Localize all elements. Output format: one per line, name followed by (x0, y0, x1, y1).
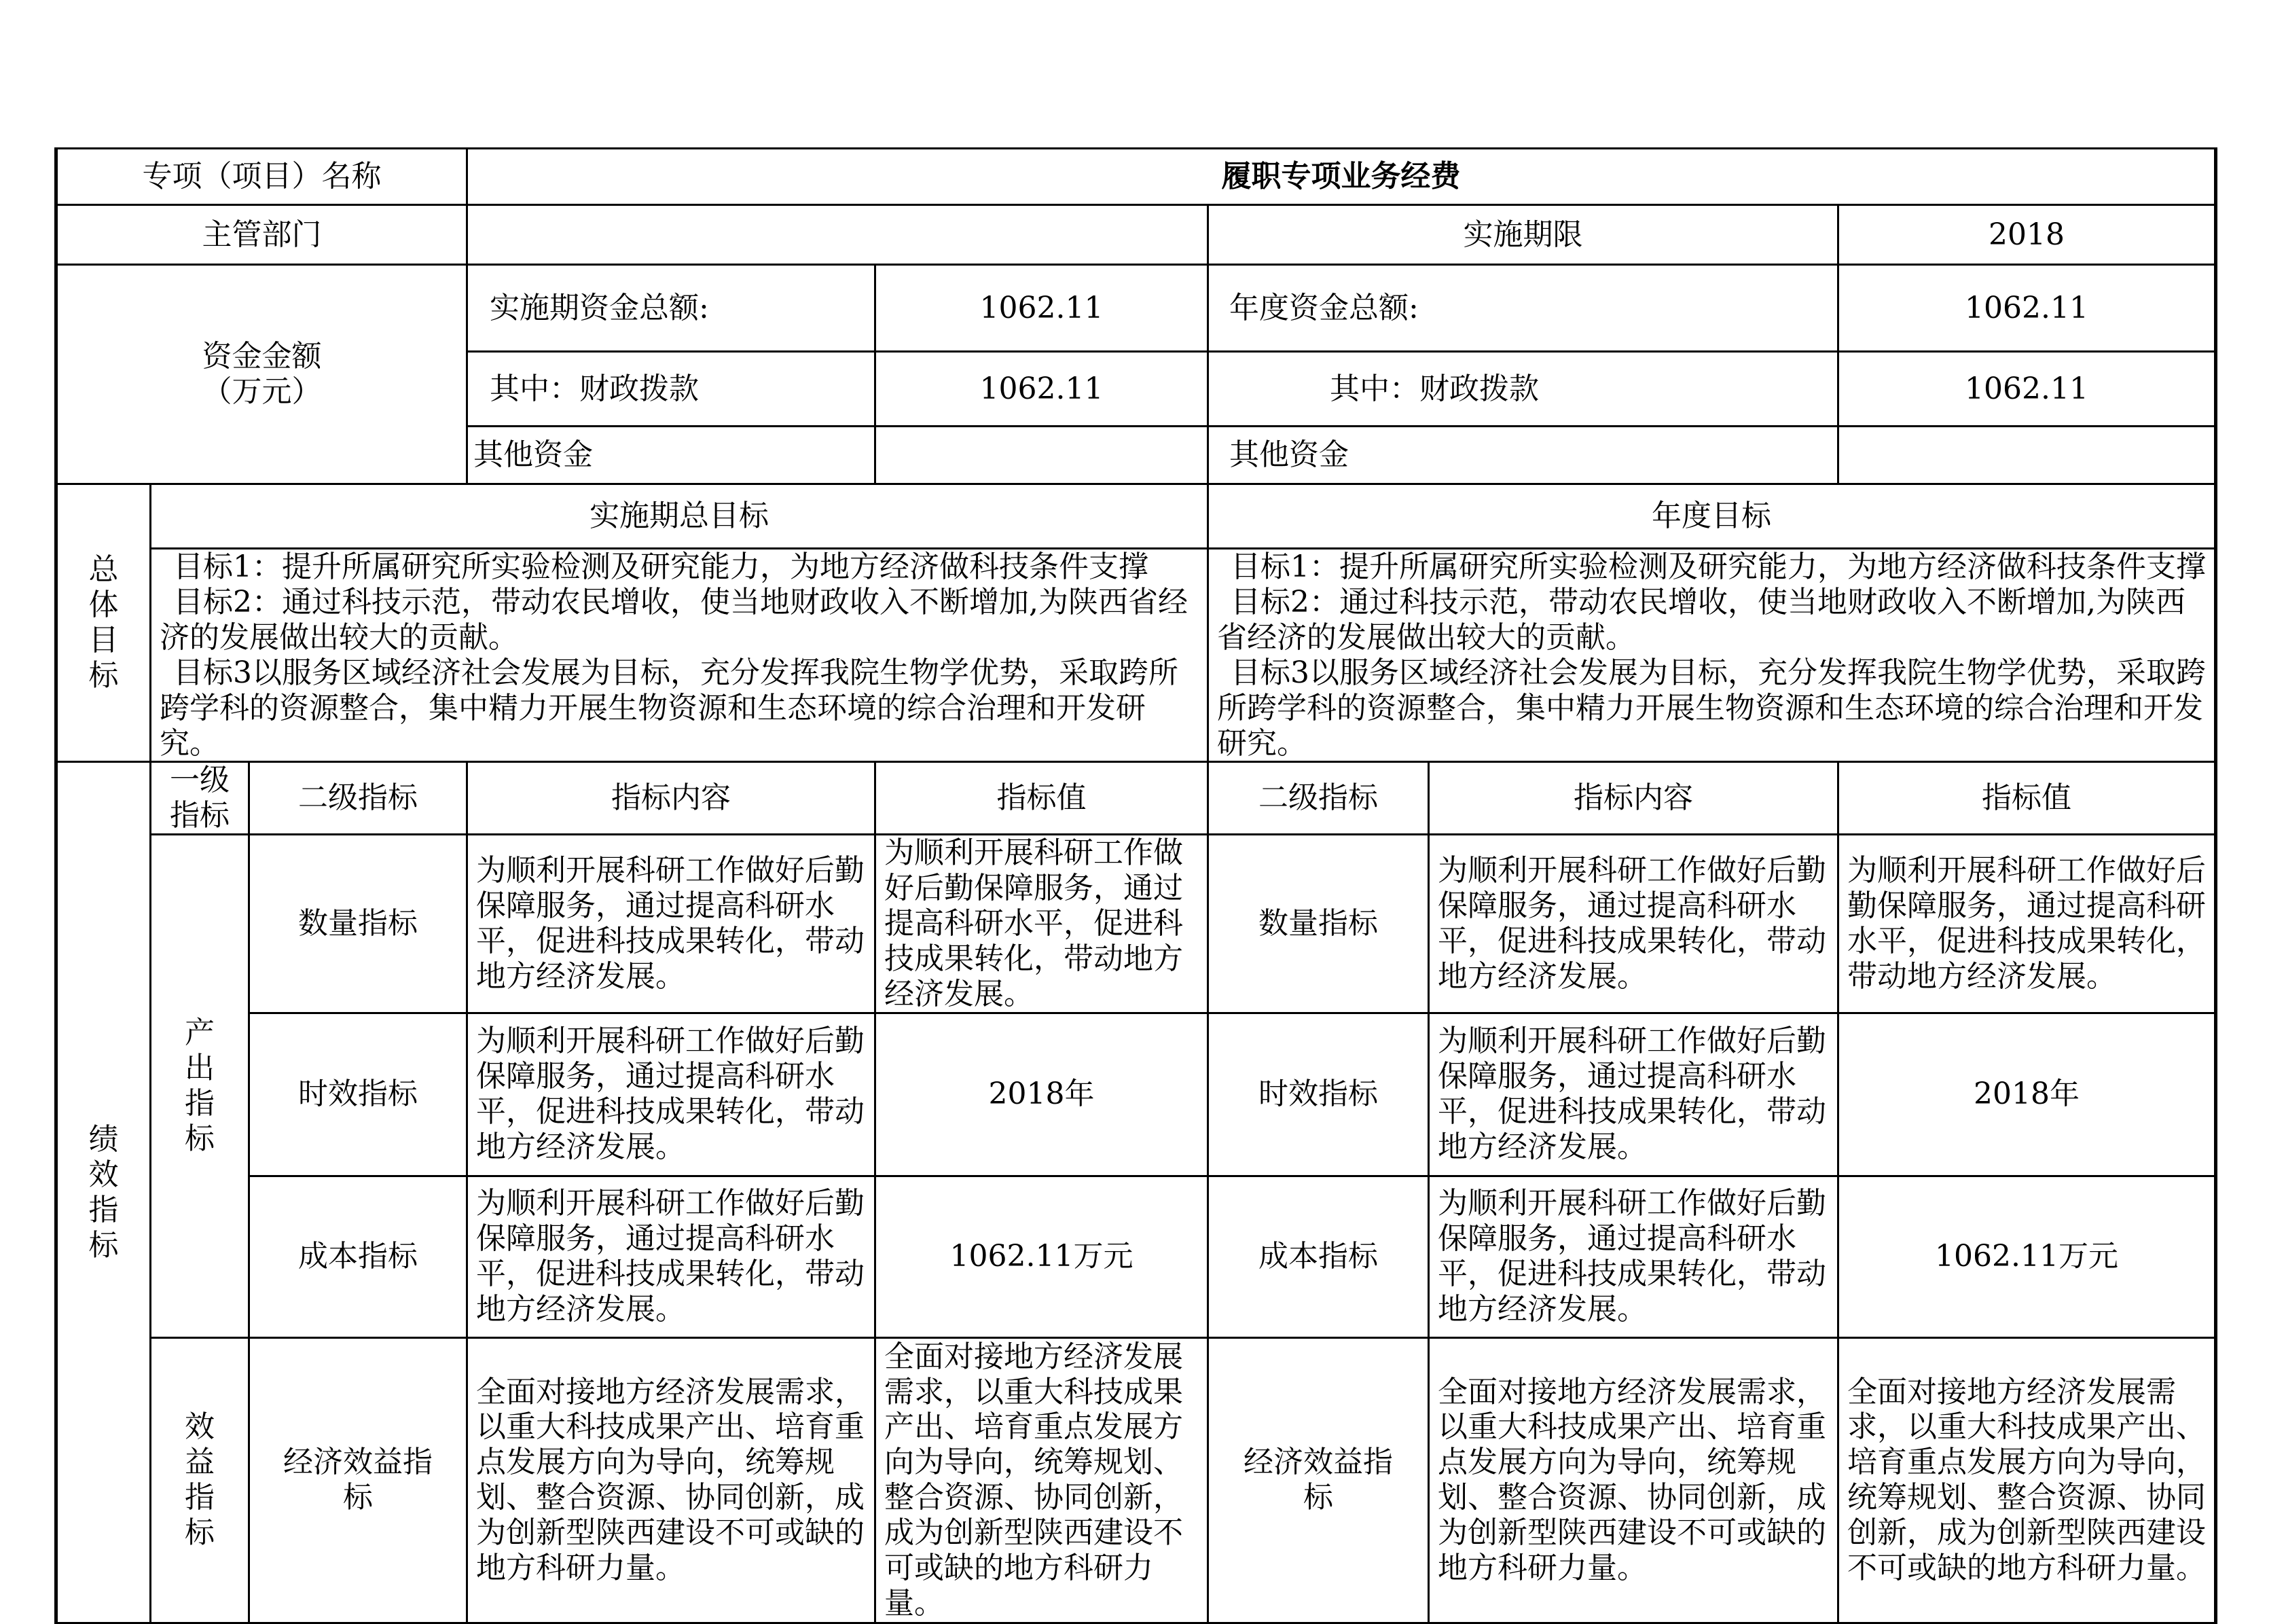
performance-target-table (54, 147, 2217, 1624)
fiscal-label: 其中：财政拨款 (467, 352, 875, 427)
annual-other-value (1838, 427, 2216, 484)
content-header: 指标内容 (467, 762, 875, 835)
quantity-content: 为顺利开展科研工作做好后勤保障服务，通过提高科研水平，促进科技成果转化，带动地方经济发展。 (467, 835, 875, 1013)
annual-goal-text (1208, 549, 2216, 762)
period-goal-1: 目标1：提升所属研究所实验检测及研究能力，为地方经济做科技条件支撑 (173, 549, 1148, 584)
vertical-label-char: 体 (88, 588, 119, 623)
annual-cost-content: 为顺利开展科研工作做好后勤保障服务，通过提高科研水平，促进科技成果转化，带动地方经济发展。 (1429, 1176, 1838, 1337)
vertical-label-char: 目 (88, 623, 119, 658)
funds-label (56, 265, 467, 484)
period-goal-header: 实施期总目标 (151, 484, 1208, 549)
annual-economic-benefit-indicator: 经济效益指标 (1208, 1337, 1429, 1623)
annual-economic-benefit-content: 全面对接地方经济发展需求，以重大科技成果产出、培育重点发展方向为导向，统筹规划、整合资源、协同创新，成为创新型陕西建设不可或缺的地方科研力量。 (1429, 1337, 1838, 1623)
vertical-label-char: 效 (185, 1409, 215, 1445)
overall-goals-label (56, 484, 151, 762)
economic-benefit-content: 全面对接地方经济发展需求，以重大科技成果产出、培育重点发展方向为导向，统筹规划、整合资源、协同创新，成为创新型陕西建设不可或缺的地方科研力量。 (467, 1337, 875, 1623)
total-funds-value: 1062.11 (875, 265, 1208, 352)
vertical-label-char: 指 (185, 1086, 215, 1121)
level1-header: 一级指标 (151, 762, 249, 835)
vertical-label-char: 标 (185, 1121, 215, 1156)
other-funds-value (875, 427, 1208, 484)
annual-fiscal-value: 1062.11 (1838, 352, 2216, 427)
quantity-value: 为顺利开展科研工作做好后勤保障服务，通过提高科研水平，促进科技成果转化，带动地方经济发展。 (875, 835, 1208, 1013)
annual-total-label: 年度资金总额: (1208, 265, 1838, 352)
economic-benefit-indicator: 经济效益指标 (249, 1337, 467, 1623)
annual-quantity-content: 为顺利开展科研工作做好后勤保障服务，通过提高科研水平，促进科技成果转化，带动地方经济发展。 (1429, 835, 1838, 1013)
vertical-label-char: 出 (185, 1051, 215, 1086)
vertical-label-char: 产 (185, 1015, 215, 1051)
vertical-label-char: 指 (88, 1192, 119, 1227)
fiscal-value: 1062.11 (875, 352, 1208, 427)
annual-economic-benefit-value: 全面对接地方经济发展需求，以重大科技成果产出、培育重点发展方向为导向，统筹规划、整合资源、协同创新，成为创新型陕西建设不可或缺的地方科研力量。 (1838, 1337, 2216, 1623)
annual-goal-3: 目标3以服务区域经济社会发展为目标，充分发挥我院生物学优势，采取跨所跨学科的资源整合，集中精力开展生物资源和生态环境的综合治理和开发研究。 (1217, 655, 2207, 761)
quantity-indicator: 数量指标 (249, 835, 467, 1013)
cost-value: 1062.11万元 (875, 1176, 1208, 1337)
annual-value-header: 指标值 (1838, 762, 2216, 835)
other-funds-label: 其他资金 (467, 427, 875, 484)
vertical-label-char: 标 (185, 1515, 215, 1551)
vertical-label-char: 标 (88, 658, 119, 693)
project-name-value: 履职专项业务经费 (467, 149, 2216, 205)
annual-goal-2: 目标2：通过科技示范，带动农民增收，使当地财政收入不断增加,为陕西省经济的发展做出较大的贡献。 (1217, 584, 2186, 655)
department-label: 主管部门 (56, 205, 467, 265)
timeliness-value: 2018年 (875, 1013, 1208, 1176)
annual-level2-header: 二级指标 (1208, 762, 1429, 835)
project-name-label: 专项（项目）名称 (56, 149, 467, 205)
department-value (467, 205, 1208, 265)
annual-quantity-value: 为顺利开展科研工作做好后勤保障服务，通过提高科研水平，促进科技成果转化，带动地方经济发展。 (1838, 835, 2216, 1013)
vertical-label-char: 标 (88, 1227, 119, 1263)
annual-quantity-indicator: 数量指标 (1208, 835, 1429, 1013)
annual-other-label: 其他资金 (1208, 427, 1838, 484)
vertical-label-char: 总 (88, 552, 119, 588)
annual-timeliness-content: 为顺利开展科研工作做好后勤保障服务，通过提高科研水平，促进科技成果转化，带动地方经济发展。 (1429, 1013, 1838, 1176)
vertical-label-char: 益 (185, 1445, 215, 1480)
economic-benefit-value: 全面对接地方经济发展需求，以重大科技成果产出、培育重点发展方向为导向，统筹规划、整合资源、协同创新，成为创新型陕西建设不可或缺的地方科研力量。 (875, 1337, 1208, 1623)
annual-goal-header: 年度目标 (1208, 484, 2216, 549)
funds-label-line1: 资金金额 (202, 339, 322, 374)
annual-content-header: 指标内容 (1429, 762, 1838, 835)
annual-timeliness-value: 2018年 (1838, 1013, 2216, 1176)
funds-label-line2: （万元） (202, 374, 322, 409)
level2-header: 二级指标 (249, 762, 467, 835)
timeliness-content: 为顺利开展科研工作做好后勤保障服务，通过提高科研水平，促进科技成果转化，带动地方经济发展。 (467, 1013, 875, 1176)
timeliness-indicator: 时效指标 (249, 1013, 467, 1176)
vertical-label-char: 绩 (88, 1121, 119, 1157)
total-funds-label: 实施期资金总额: (467, 265, 875, 352)
vertical-label-char: 指 (185, 1480, 215, 1515)
annual-fiscal-label: 其中：财政拨款 (1208, 352, 1838, 427)
period-goal-3: 目标3以服务区域经济社会发展为目标，充分发挥我院生物学优势，采取跨所跨学科的资源整合，集中精力开展生物资源和生态环境的综合治理和开发研究。 (160, 655, 1178, 761)
annual-goal-1: 目标1：提升所属研究所实验检测及研究能力，为地方经济做科技条件支撑 (1231, 549, 2207, 584)
output-indicator-label (151, 835, 249, 1338)
cost-indicator: 成本指标 (249, 1176, 467, 1337)
cost-content: 为顺利开展科研工作做好后勤保障服务，通过提高科研水平，促进科技成果转化，带动地方经济发展。 (467, 1176, 875, 1337)
period-goal-2: 目标2：通过科技示范，带动农民增收，使当地财政收入不断增加,为陕西省经济的发展做出较大的贡献。 (160, 584, 1188, 655)
annual-total-value: 1062.11 (1838, 265, 2216, 352)
period-label: 实施期限 (1208, 205, 1838, 265)
performance-label (56, 762, 151, 1623)
annual-cost-value: 1062.11万元 (1838, 1176, 2216, 1337)
vertical-label-char: 效 (88, 1157, 119, 1192)
period-goal-text (151, 549, 1208, 762)
benefit-indicator-label (151, 1337, 249, 1623)
period-value: 2018 (1838, 205, 2216, 265)
annual-timeliness-indicator: 时效指标 (1208, 1013, 1429, 1176)
annual-cost-indicator: 成本指标 (1208, 1176, 1429, 1337)
value-header: 指标值 (875, 762, 1208, 835)
